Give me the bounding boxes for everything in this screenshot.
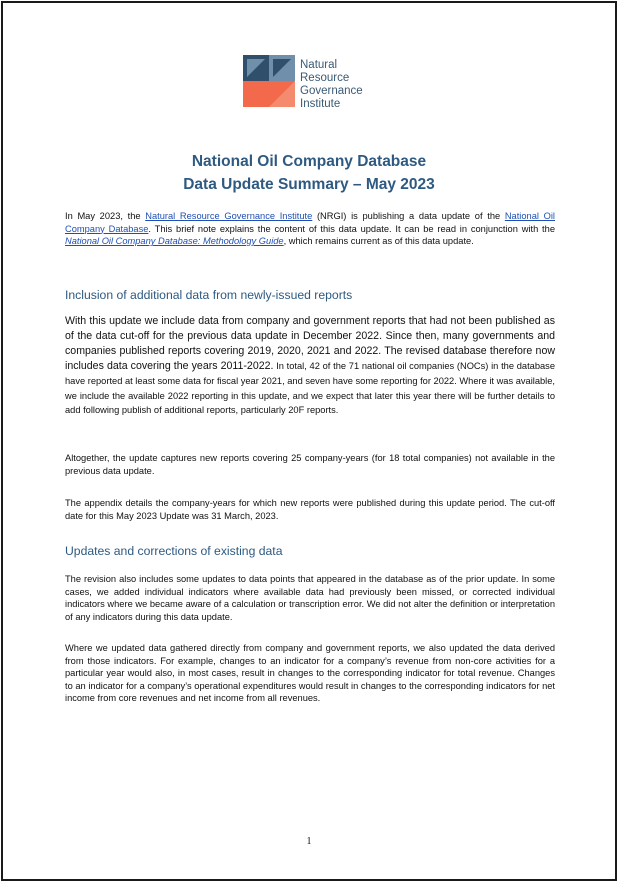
logo-line: Natural — [300, 59, 338, 71]
section1-paragraph-1: With this update we include data from company and government reports that had not been published as of the data cut-off for the previous data update in December 2022. Since then, many governments and companies published reports covering 2019, 2020, 2021 and 2022. The revised database therefore now includes data covering the years 2011-2022. In total, 42 of the 71 national oil companies (NOCs) in the database have reported at least some data for fiscal year 2021, and seven have some reporting for 2022. Where it was available, we include the available 2022 reporting in this update, and we expect that later this year there will be further details to add following publish of additional reports, particularly 20F reports. — [65, 315, 555, 416]
document-page — [1, 1, 617, 881]
section-heading-updates: Updates and corrections of existing data — [65, 544, 283, 558]
logo-line: Institute — [300, 98, 341, 110]
page-number: 1 — [306, 836, 312, 847]
logo-wordmark — [300, 59, 363, 111]
document-subtitle: Data Update Summary – May 2023 — [183, 176, 435, 193]
methodology-guide-link[interactable]: National Oil Company Database: Methodology Guide — [65, 236, 284, 247]
section1-paragraph-3: The appendix details the company-years for which new reports were published during this update period. The cut-off date for this May 2023 Update was 31 March, 2023. — [65, 498, 555, 521]
nrgi-logo-mark-icon — [243, 55, 295, 107]
logo-line: Resource — [300, 72, 350, 84]
nrgi-logo — [243, 55, 383, 115]
intro-paragraph: In May 2023, the Natural Resource Governance Institute (NRGI) is publishing a data update of the National Oil Company Database. This brief note explains the content of this data update. It can be read in conjunction with the National Oil Company Database: Methodology Guide, which remains current as of this data update. — [65, 211, 556, 247]
logo-line: Governance — [300, 85, 363, 97]
section1-paragraph-2: Altogether, the update captures new reports covering 25 company-years (for 18 total companies) not available in the previous data update. — [65, 453, 555, 476]
nrgi-link[interactable]: Natural Resource Governance Institute — [145, 211, 313, 221]
noc-database-link[interactable]: National Oil Company Database — [65, 211, 556, 234]
section-heading-additional-data: Inclusion of additional data from newly-issued reports — [65, 288, 353, 302]
section2-paragraph-1: The revision also includes some updates to data points that appeared in the database as of the prior update. In some cases, we added individual indicators where available data had previously been missed, or corrected individual indicators where we became aware of a calculation or transcription error. We did not alter the definition or interpretation of any indicators during this data update. — [65, 574, 555, 622]
document-title: National Oil Company Database — [191, 153, 427, 170]
section2-paragraph-2: Where we updated data gathered directly from company and government reports, we also updated the data derived from those indicators. For example, changes to an indicator for a company’s revenue from non-core activities for a particular year would also, in most cases, result in changes to the corresponding indicator for total revenue. Changes to an indicator for a company’s operational expenditures would result in changes to the corresponding indicators for net income from core revenues and net income from all revenues. — [65, 643, 555, 704]
